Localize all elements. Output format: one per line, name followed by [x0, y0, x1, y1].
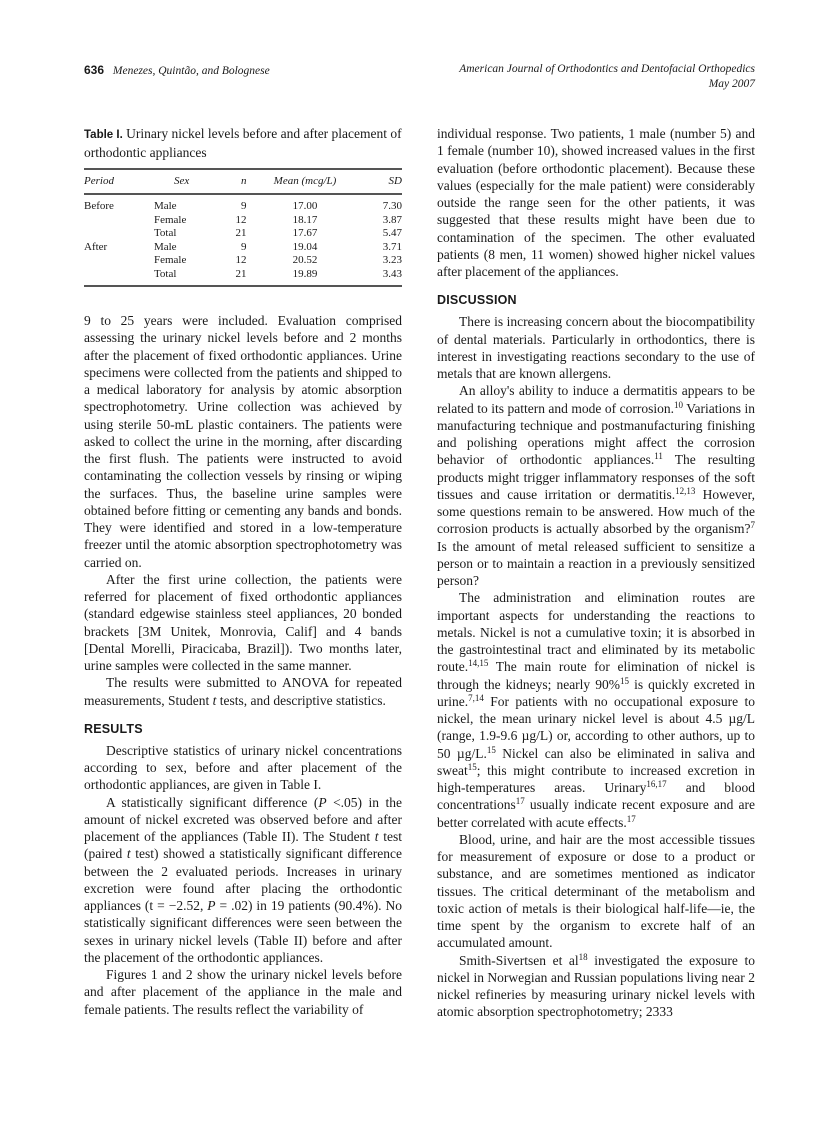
journal-name: American Journal of Orthodontics and Dentofacial Orthopedics	[459, 63, 755, 75]
table-row	[84, 241, 402, 255]
text-run: Figures 1 and 2 show the urinary nickel levels before and after placement of the appliance in the male and female patients. The results reflect the variability of	[84, 967, 402, 1017]
italic-symbol: P	[207, 898, 216, 913]
table-cell: Before	[84, 200, 114, 212]
text-run: For patients with no occupational exposure to nickel, the mean urinary nickel level is about 4.5 µg/L (range, 1.9-9.6 µg/L) or, according to other authors, up to 50 µg/L.	[437, 693, 755, 761]
citation-reference: 15	[486, 744, 496, 755]
citation-reference: 10	[674, 399, 684, 410]
text-run: individual response. Two patients, 1 male (number 5) and 1 female (number 10), showed increased values in the first evaluation (before orthodontic placement). Because these values (especially for the male patient) were considerably outside the range seen for the other patients, it was suggested that these results might have been due to contamination of the specimen. The other evaluated patients (8 men, 11 women) showed higher nickel values after placement of the appliances.	[437, 126, 755, 279]
table-row	[84, 214, 402, 228]
citation-reference: 15	[620, 675, 629, 686]
table-cell: 19.89	[292, 267, 318, 280]
table-cell: 7.30	[382, 200, 402, 212]
authors: Menezes, Quintão, and Bolognese	[112, 65, 270, 77]
text-run: is quickly excreted in urine.	[437, 676, 755, 709]
table-cell: 12	[235, 213, 247, 226]
table-row	[84, 254, 402, 268]
column-header: Period	[84, 169, 154, 195]
section-heading: DISCUSSION	[437, 293, 517, 308]
text-run: Variations in manufacturing technique and postmanufacturing finishing and polishing operations might affect the corrosion behavior of orthodontic appliances.	[437, 400, 755, 468]
text-run: <.05) in the amount of nickel excreted was observed before and after placement of the appliances (Table II). The Student	[84, 794, 402, 844]
text-run: The resulting products might trigger inflammatory responses of the soft tissues and cause irritation or dermatitis.	[437, 452, 755, 502]
table-cell	[84, 227, 154, 241]
paragraph	[437, 831, 755, 952]
citation-reference: 18	[578, 951, 588, 962]
table-row	[84, 227, 402, 241]
citation-reference: 17	[515, 796, 525, 807]
paragraph	[84, 966, 402, 1018]
table-cell: 17.00	[292, 200, 318, 212]
text-run: and blood concentrations	[437, 780, 756, 813]
text-run: investigated the exposure to nickel in Norwegian and Russian populations living near 2 nickel refineries by measuring urinary nickel levels with atomic absorption spectrophotometry; 2333	[437, 952, 755, 1020]
left-column	[84, 125, 402, 1018]
column-header: Sex	[154, 169, 221, 195]
table-cell	[84, 214, 154, 228]
italic-symbol: t	[374, 829, 379, 844]
text-run: test (paired	[84, 829, 402, 862]
table-cell: Total	[153, 267, 177, 280]
paragraph	[84, 794, 402, 967]
table-cell: 20.52	[292, 254, 318, 266]
column-header: SD	[357, 169, 402, 195]
table-cell: 3.71	[382, 240, 402, 253]
running-header-left	[84, 62, 270, 80]
column-header: n	[221, 169, 253, 195]
text-run: ; this might contribute to increased excretion in high-temperatures areas. Urinary	[437, 762, 755, 795]
issue-date: May 2007	[708, 78, 755, 90]
text-run: Is the amount of metal released sufficient to sensitize a person or to maintain a reaction in a previously sensitized person?	[437, 538, 755, 588]
table-cell: 19.04	[292, 240, 318, 253]
text-run: After the first urine collection, the patients were referred for placement of fixed orthodontic appliances (standard edgewise stainless steel appliances, 20 bonded brackets [3M Unitek, Monrovia, Calif] and 4 bands [Dental Morelli, Piracicaba, Brazil]). Two months later, urine samples were collected in the same manner.	[84, 571, 402, 673]
paragraph	[84, 742, 402, 794]
table-row	[84, 194, 402, 214]
table-cell: 5.47	[382, 227, 402, 239]
text-run: The administration and elimination routes are important aspects for understanding the reactions to metals. Nickel is not a cumulative toxin; it is absorbed in the gastrointestinal tract and eliminated by its metabolic route.	[437, 590, 755, 675]
text-run: A statistically significant difference (	[106, 794, 319, 810]
italic-symbol: t	[126, 846, 131, 862]
running-header-right	[459, 62, 755, 92]
text-run: Smith-Sivertsen et al	[459, 952, 579, 968]
text-run: The results were submitted to ANOVA for repeated measurements, Student	[84, 675, 402, 708]
text-run: The main route for elimination of nickel is through the kidneys; nearly 90%	[437, 659, 755, 692]
citation-reference: 12,13	[675, 485, 696, 496]
text-run: Blood, urine, and hair are the most accessible tissues for measurement of exposure or dose to a product or substance, and are sometimes mentioned as indicator tissues. The critical determinant of the metabolism and toxic action of metals is their biological half-life—ie, the time spent by the organism to excrete half of an accumulated amount.	[437, 831, 755, 951]
paragraph	[84, 571, 402, 675]
table-cell: 21	[235, 267, 247, 280]
table-cell: 3.87	[382, 213, 402, 226]
text-run: However, some questions remain to be answered. How much of the corrosion products is actually absorbed by the organism?	[437, 486, 755, 537]
italic-symbol: P	[318, 794, 327, 810]
table-row	[84, 268, 402, 287]
text-run: tests, and descriptive statistics.	[216, 692, 386, 708]
table-cell: Male	[153, 200, 177, 212]
paragraph	[437, 382, 755, 589]
table-cell	[84, 254, 154, 268]
text-run: = .02) in 19 patients (90.4%). No statistically significant differences were seen between the sexes in urinary nickel levels (Table II) before and after the placement of the orthodontic appliances.	[84, 898, 402, 965]
page-number: 636	[84, 63, 105, 77]
citation-reference: 17	[626, 813, 636, 824]
citation-reference: 16,17	[646, 779, 667, 789]
right-column	[437, 125, 755, 1021]
paragraph	[437, 125, 755, 280]
citation-reference: 7	[750, 520, 755, 531]
table-cell: Total	[153, 227, 177, 239]
text-run: An alloy's ability to induce a dermatitis appears to be related to its pattern and mode of corrosion.	[437, 383, 755, 416]
paragraph	[437, 952, 755, 1021]
table-cell: 9	[241, 240, 247, 253]
citation-reference: 15	[467, 761, 477, 772]
text-run: Nickel can also be eliminated in saliva and sweat	[437, 745, 755, 778]
text-run: test) showed a statistically significant difference between the 2 evaluated periods. Increases in urinary excretion were found after placing the orthodontic appliances (t = −2.52,	[84, 846, 402, 913]
citation-reference: 7,14	[468, 692, 484, 703]
table-cell: Male	[153, 240, 177, 253]
table-cell: Female	[153, 213, 187, 226]
left-column-text	[84, 312, 402, 1018]
table-cell: 12	[235, 254, 247, 266]
table-cell: 17.67	[292, 227, 318, 239]
paragraph	[437, 313, 755, 382]
table-cell: 18.17	[292, 213, 318, 226]
table-header-row	[84, 169, 402, 195]
table-cell: 9	[241, 200, 247, 212]
table-caption	[84, 125, 402, 162]
table-cell: 3.23	[382, 254, 402, 266]
table-cell	[84, 268, 154, 287]
table-caption-text: Urinary nickel levels before and after placement of orthodontic appliances	[84, 126, 402, 161]
table-1	[84, 125, 402, 287]
text-run: There is increasing concern about the biocompatibility of dental materials. Particularly in orthodontics, there is interest in investigating reactions secondary to the use of metals that are known allergens.	[437, 314, 755, 381]
paragraph	[437, 589, 755, 831]
citation-reference: 14,15	[468, 658, 489, 669]
paragraph	[84, 674, 402, 709]
italic-symbol: t	[212, 692, 217, 708]
text-run: 9 to 25 years were included. Evaluation comprised assessing the urinary nickel levels before and 2 months after the placement of fixed orthodontic appliances. Urine specimens were collected from the patients and shipped to a medical laboratory for analysis by atomic absorption spectrophotometry. Urine collection was achieved by using sterile 50-mL plastic containers. The patients were asked to collect the urine in the morning, after discarding the first flush. The patients were instructed to avoid contaminating the collection vessels by rinsing or wiping the surfaces. Thus, the baseline urine samples were obtained before fitting or cementing any bands and bonds. They were identified and stored in a low-temperature freezer until the atomic absorption spectrophotometry was carried on.	[84, 313, 402, 570]
section-heading: RESULTS	[84, 721, 143, 736]
table-cell: 21	[235, 227, 247, 239]
text-run: usually indicate recent exposure and are better correlated with acute effects.	[437, 797, 755, 830]
nickel-levels-table	[84, 168, 402, 288]
table-label: Table I.	[84, 129, 123, 141]
table-cell: After	[84, 240, 108, 253]
text-run: Descriptive statistics of urinary nickel concentrations according to sex, before and after placement of the orthodontic appliances, are given in Table I.	[84, 742, 402, 793]
paragraph	[84, 312, 402, 571]
table-cell: 3.43	[382, 267, 402, 280]
table-cell: Female	[153, 254, 187, 266]
citation-reference: 11	[654, 451, 663, 462]
column-header: Mean (mcg/L)	[253, 169, 358, 195]
